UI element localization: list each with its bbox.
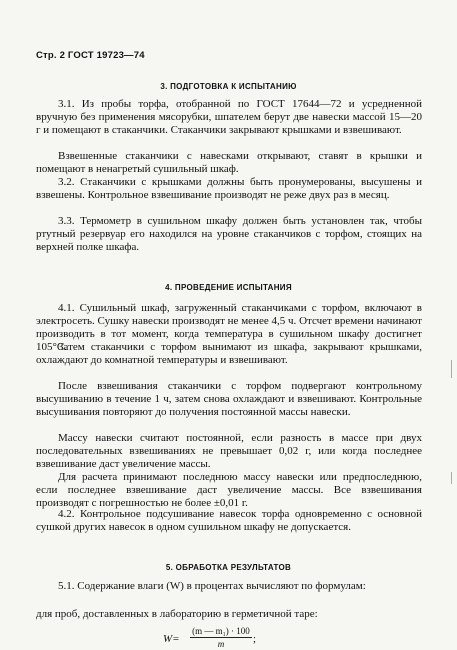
formula-terminator: ; [253,633,257,645]
formula-lhs: W= [163,633,180,645]
section-3-title: 3. ПОДГОТОВКА К ИСПЫТАНИЮ [160,82,297,91]
paragraph-3-1: 3.1. Из пробы торфа, отобранной по ГОСТ 17644—72 и усредненной вручную без применения мясорубки, шпателем берут две навески массой 15—20 г и помещают в стаканчики. Стаканчики закрывают крышками и взвешивают. [36,98,422,136]
paragraph-3-2: 3.2. Стаканчики с крышками должны быть пронумерованы, высушены и взвешены. Контрольное взвешивание производят не реже двух раз в месяц. [36,176,422,201]
formula-fraction [190,626,252,649]
paragraph-4-1: 4.1. Сушильный шкаф, загруженный стаканчиками с торфом, включают в электросеть. Сушку навески производят не менее 4,5 ч. Отсчет времени начинают производить в тот момент, когда температура в сушильном шкафу достигнет 105°С. [36,302,422,353]
section-4-title: 4. ПРОВЕДЕНИЕ ИСПЫТАНИЯ [165,283,292,292]
paragraph-3-1-cont: Взвешенные стаканчики с навесками открывают, ставят в крышки и помещают в ненагретый сушильный шкаф. [36,150,422,175]
page-header: Стр. 2 ГОСТ 19723—74 [36,50,145,61]
formula-denominator: m [217,639,225,649]
paragraph-4-1-cont-1: Затем стаканчики с торфом вынимают из шкафа, закрывают крышками, охлаждают до комнатной температуры и взвешивают. [36,341,422,366]
paragraph-3-3: 3.3. Термометр в сушильном шкафу должен быть установлен так, чтобы ртутный резервуар его находился на уровне стаканчиков с торфом, стоящих на верхней полке шкафа. [36,215,422,253]
paragraph-5-1-cont: для проб, доставленных в лабораторию в герметичной таре: [36,608,318,620]
paragraph-4-1-cont-3: Массу навески считают постоянной, если разность в массе при двух последовательных взвешиваниях не превышает 0,02 г, или когда последнее взвешивание даст увеличение массы. [36,432,422,470]
margin-mark [451,360,452,378]
section-5-title: 5. ОБРАБОТКА РЕЗУЛЬТАТОВ [165,563,292,572]
paragraph-4-1-cont-4: Для расчета принимают последнюю массу навески или предпоследнюю, если последнее взвешивание даст увеличение массы. Все взвешивания производят с погрешностью не более ±0,01 г. [36,471,422,509]
paragraph-4-2: 4.2. Контрольное подсушивание навесок торфа одновременно с основной сушкой других навесок в одном сушильном шкафу не допускается. [36,508,422,533]
formula-numerator: (m — m₁) · 100 [190,626,252,638]
paragraph-4-1-cont-2: После взвешивания стаканчики с торфом подвергают контрольному высушиванию в течение 1 ч, затем снова охлаждают и взвешивают. Контрольные высушивания повторяют до получения постоянной массы навески. [36,380,422,418]
paragraph-5-1: 5.1. Содержание влаги (W) в процентах вычисляют по формулам: [58,580,366,592]
margin-mark [451,472,452,484]
